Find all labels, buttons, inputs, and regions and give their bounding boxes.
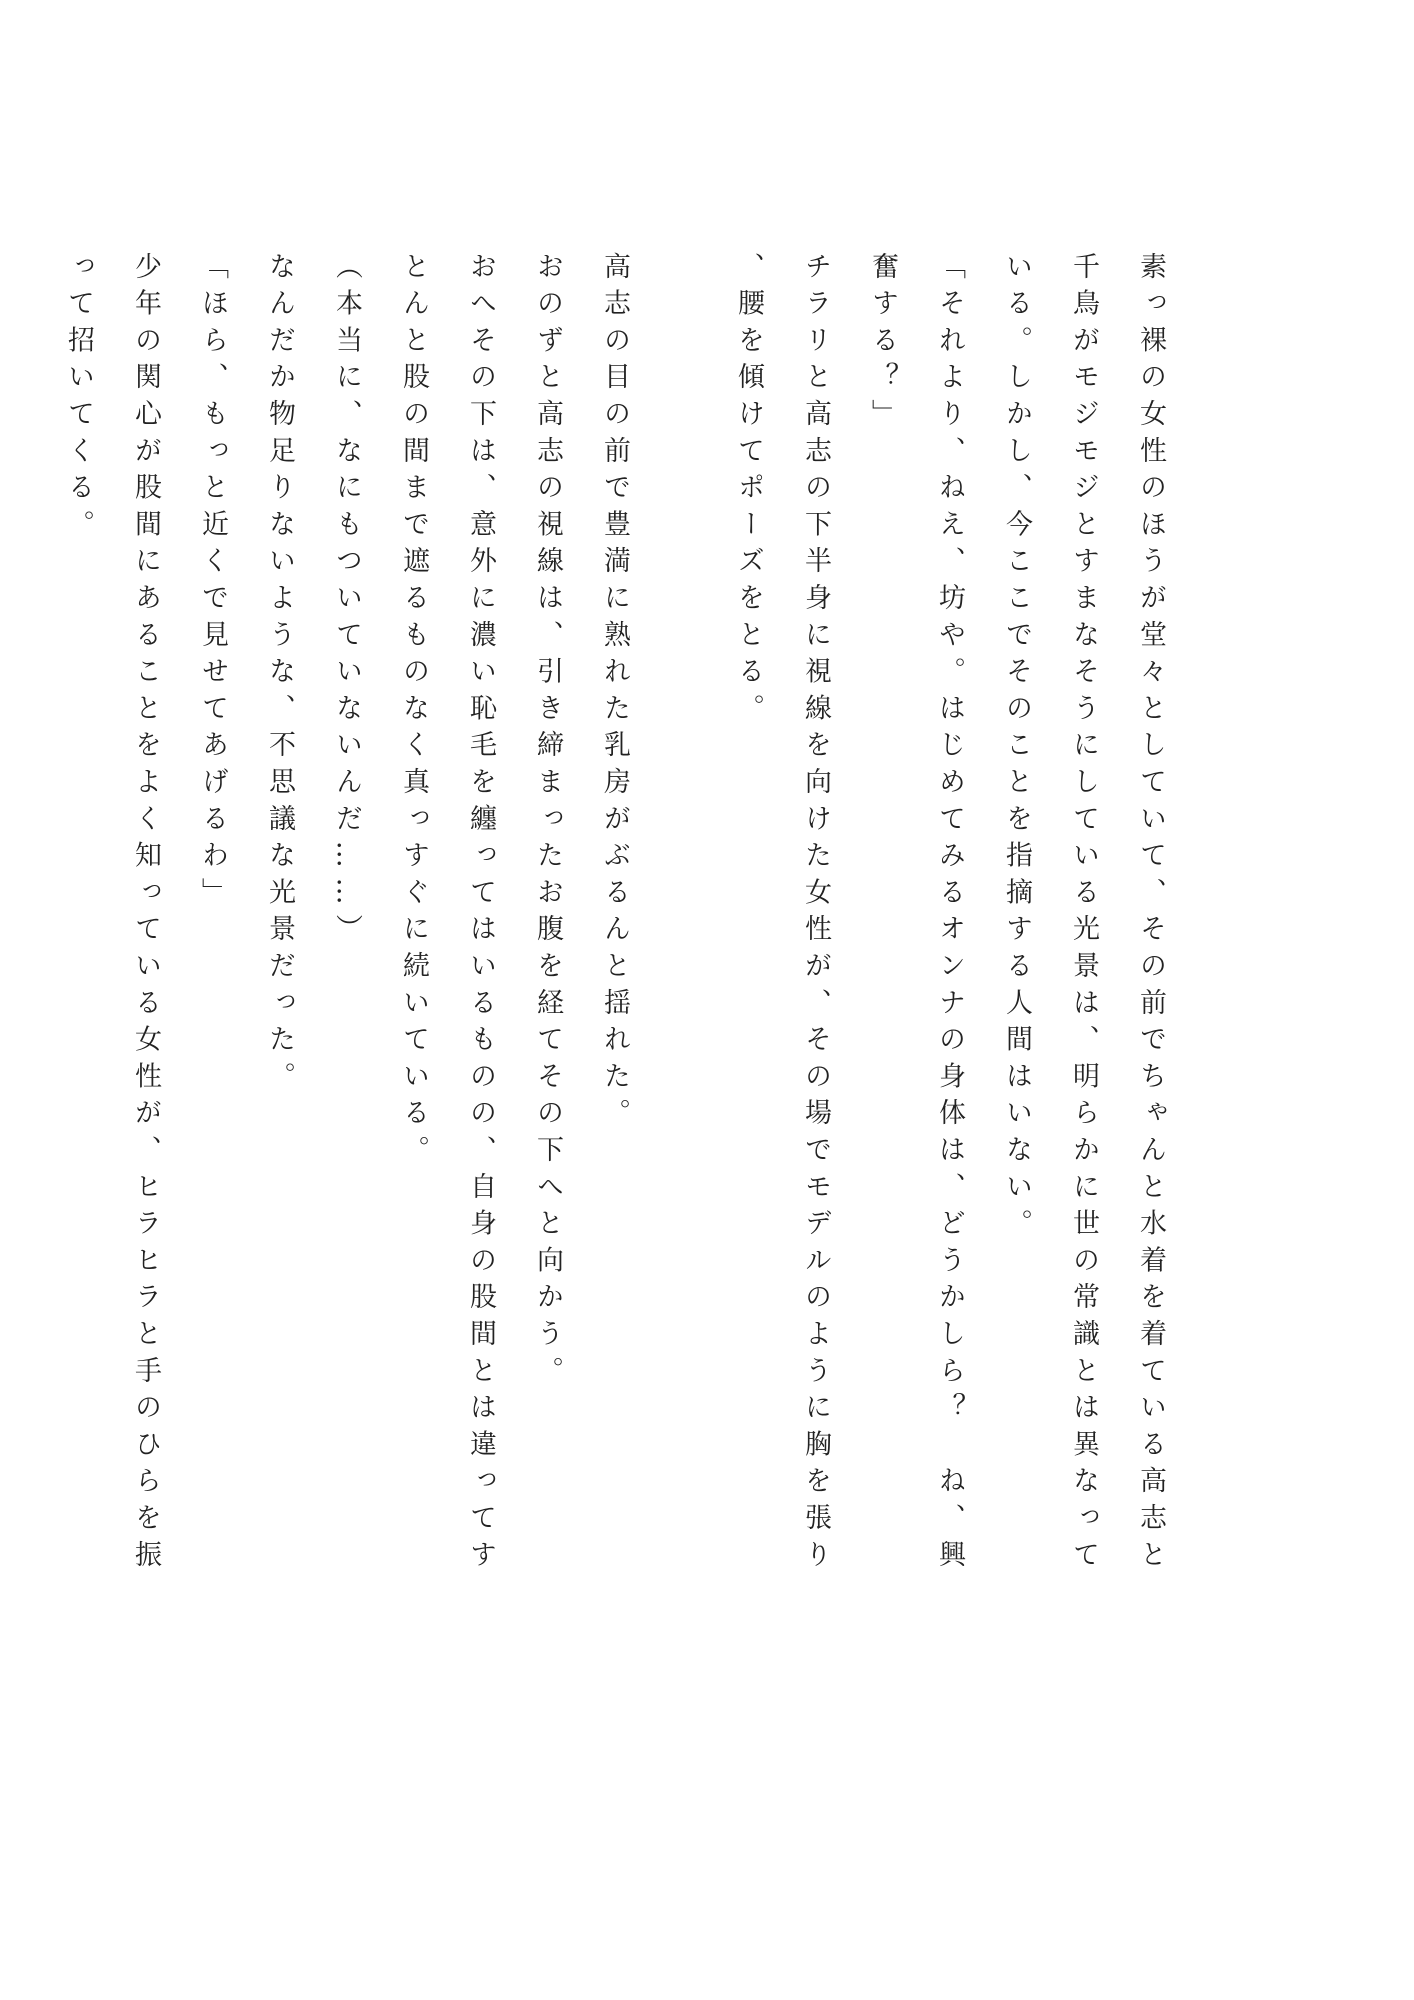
paragraph: おへその下は、意外に濃い恥毛を纏ってはいるものの、自身の股間とは違ってすとんと股の間まで遮るものなく真っすぐに続いている。 [398,252,496,1577]
paragraph: チラリと高志の下半身に視線を向けた女性が、その場でモデルのように胸を張り、腰を傾けてポーズをとる。 [733,252,831,1577]
paragraph-blank-line [648,252,715,1612]
paragraph: 「それより、ねえ、坊や。はじめてみるオンナの身体は、どうかしら？ ね、興奮する？」 [867,252,965,1577]
paragraph: 素っ裸の女性のほうが堂々としていて、その前でちゃんと水着を着ている高志と千鳥がモジモジとすまなそうにしている光景は、明らかに世の常識とは異なっている。しかし、今ここでそのことを指摘する人間はいない。 [1001,252,1166,1577]
paragraph: なんだか物足りないような、不思議な光景だった。 [264,252,295,1099]
paragraph: （本当に、なにもついていないんだ……） [331,252,362,952]
paragraph: 少年の関心が股間にあることをよく知っている女性が、ヒラヒラと手のひらを振って招いてくる。 [63,252,161,1577]
paragraph: おのずと高志の視線は、引き締まったお腹を経てその下へと向かう。 [532,252,563,1393]
vertical-text-body [45,252,1184,1612]
paragraph: 高志の目の前で豊満に熟れた乳房がぶるんと揺れた。 [599,252,630,1136]
paragraph: 「ほら、もっと近くで見せてあげるわ」 [197,252,228,915]
